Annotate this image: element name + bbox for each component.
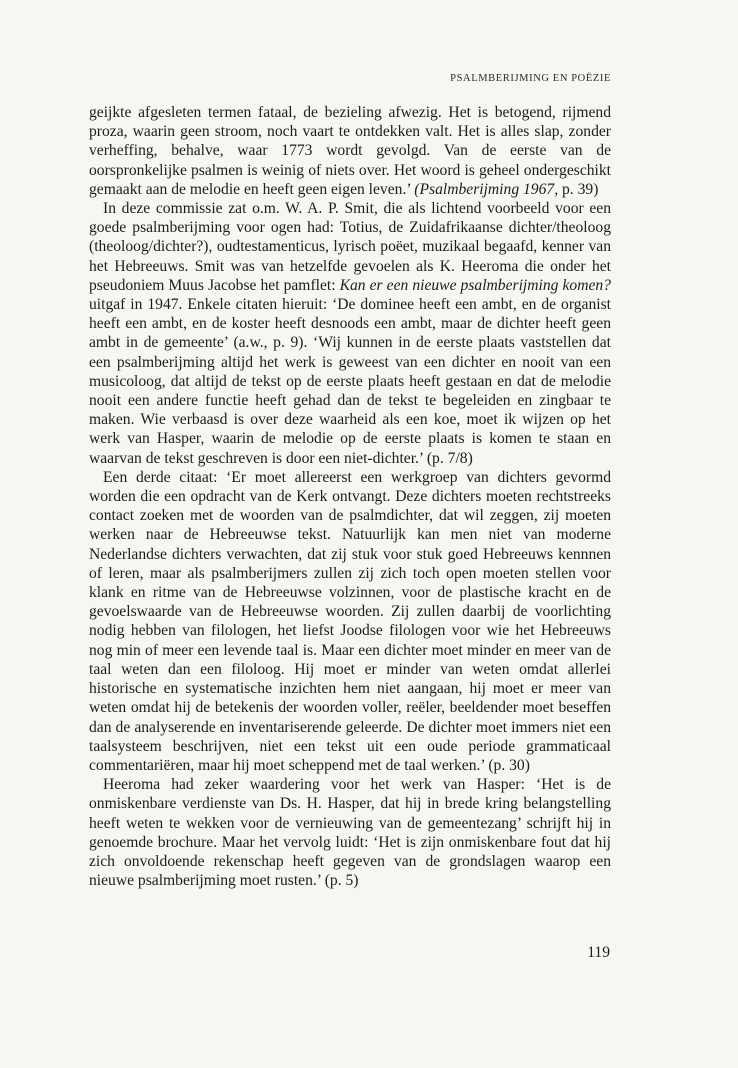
text-run: Heeroma had zeker waardering voor het werk van Hasper: ‘Het is de onmiskenbare verdienste van Ds. H. Hasper, dat hij in brede kring belangstelling heeft weten te wekken voor de vernieuwing van de gemeentezang’ schrijft hij in genoemde brochure. Maar het vervolg luidt: ‘Het is zijn onmiskenbare fout dat hij zich onvoldoende rekenschap heeft gegeven van de grondslagen waarop een nieuwe psalmberijming moet rusten.’ (p. 5) — [89, 776, 611, 890]
text-run: Een derde citaat: ‘Er moet allereerst een werkgroep van dichters gevormd worden die een opdracht van de Kerk ontvangt. Deze dichters moeten rechtstreeks contact zoeken met de woorden van de psalmdichter, dat wil zeggen, zij moeten werken naar de Hebreeuwse tekst. Natuurlijk kan men niet van moderne Nederlandse dichters verwachten, dat zij stuk voor stuk goed Hebreeuws kennnen of leren, maar als psalmberijmers zullen zij zich toch open moeten stellen voor klank en ritme van de Hebreeuwse volzinnen, voor de plastische kracht en de gevoelswaarde van de Hebreeuwse woorden. Zij zullen daarbij de voorlichting nodig hebben van filologen, het liefst Joodse filologen voor wie het Hebreeuws nog min of meer een levende taal is. Maar een dichter moet minder en meer van de taal weten dan een filoloog. Hij moet er minder van weten omdat allerlei historische en systematische inzichten hem niet aangaan, hij moet er meer van weten omdat hij de betekenis der woorden voller, reëler, beeldender moet beseffen dan de analyserende en inventariserende geleerde. De dichter moet immers niet een taalsysteem beschrijven, niet een tekst uit een oude periode grammaticaal commentariëren, maar hij moet scheppend met de taal werken.’ (p. 30) — [89, 468, 611, 774]
text-run: uitgaf in 1947. Enkele citaten hieruit: ‘De dominee heeft een ambt, en de organist heeft een ambt, en de koster heeft desnoods een ambt, maar de dichter heeft geen ambt in de gemeente’ (a.w., p. 9). ‘Wij kunnen in de eerste plaats vaststellen dat een psalmberijming altijd het werk is geweest van een dichter en nooit van een musicoloog, dat altijd de tekst op de eerste plaats heeft gestaan en dat de melodie nooit een andere functie heeft gehad dan de tekst te begeleiden en zingbaar te maken. Wie verbaasd is over deze waarheid als een koe, moet ik wijzen op het werk van Hasper, waarin de melodie op de eerste plaats is komen te staan en waarvan de tekst geschreven is door een niet-dichter.’ (p. 7/8) — [89, 296, 611, 467]
page-number: 119 — [587, 944, 610, 961]
running-header: PSALMBERIJMING EN POËZIE — [450, 73, 611, 84]
paragraph-heeroma — [89, 775, 611, 890]
paragraph-continuation — [89, 103, 611, 199]
italic-run: (Psalmberijming 1967 — [414, 180, 555, 198]
italic-run: Kan er een nieuwe psalmberijming komen? — [339, 276, 611, 294]
text-run: In deze commissie zat o.m. W. A. P. Smit, die als lichtend voorbeeld voor een goede psalmberijming voor ogen had: Totius, de Zuidafrikaanse dichter/theoloog (theoloog/dichter?), oudtestamenticus, lyrisch poëet, muzikaal begaafd, kenner van het Hebreeuws. Smit was van hetzelfde gevoelen als K. Heeroma die onder het pseudoniem Muus Jacobse het pamflet: — [89, 200, 611, 294]
text-run: geijkte afgesleten termen fataal, de bezieling afwezig. Het is betogend, rijmend proza, waarin geen stroom, noch vaart te ontdekken valt. Het is alles slap, zonder verheffing, behalve, waar 1773 wordt gevolgd. Van de eerste van de oorspronkelijke psalmen is weinig of niets over. Het woord is geheel ondergeschikt gemaakt aan de melodie en heeft geen eigen leven.’ — [89, 104, 611, 198]
text-run: , p. 39) — [554, 180, 599, 198]
paragraph-third-quote — [89, 468, 611, 775]
paragraph-commission — [89, 199, 611, 468]
body-text — [89, 103, 611, 890]
